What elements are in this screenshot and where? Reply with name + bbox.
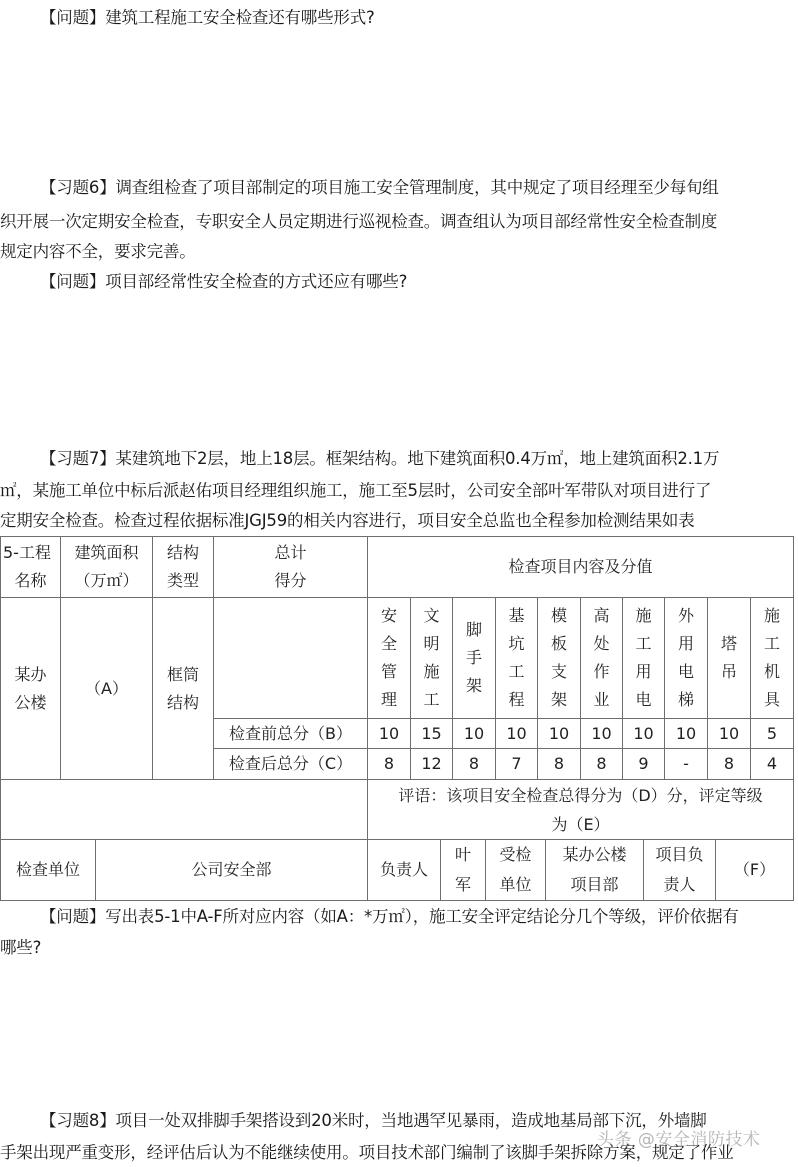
header-structure-type: 结构 类型: [153, 537, 214, 598]
project-leader-value: （F）: [716, 840, 794, 901]
before-score: 10: [368, 719, 411, 749]
inspect-unit-value: 公司安全部: [96, 840, 368, 901]
before-score: 10: [538, 719, 581, 749]
after-score-label: 检查后总分（C）: [214, 749, 368, 780]
header-total-score: 总计 得分: [214, 537, 368, 598]
project-name-value: 某办 公楼: [1, 598, 61, 780]
before-score: 10: [581, 719, 623, 749]
table-header-row: [1, 537, 794, 598]
exercise-7-line-2: ㎡，某施工单位中标后派赵佑项目经理组织施工，施工至5层时，公司安全部叶军带队对项目进行了: [0, 481, 712, 500]
item-safety-management: 安 全 管 理: [368, 598, 411, 719]
watermark: 头条 @安全消防技术: [597, 1130, 761, 1150]
item-construction-electricity: 施 工 用 电: [623, 598, 665, 719]
before-score: 10: [496, 719, 538, 749]
inspected-unit-value: 某办公楼 项目部: [546, 840, 644, 901]
comment-empty-cell: [1, 780, 368, 840]
structure-type-value: 框筒 结构: [153, 598, 214, 780]
leader-label: 负责人: [368, 840, 441, 901]
after-score: 12: [411, 749, 453, 780]
before-score-label: 检查前总分（B）: [214, 719, 368, 749]
before-score: 15: [411, 719, 453, 749]
inspection-score-table: [0, 536, 794, 840]
header-building-area: 建筑面积 （万㎡）: [61, 537, 153, 598]
exercise-8-line-2: 手架出现严重变形，经评估后认为不能继续使用。项目技术部门编制了该脚手架拆除方案，规定了作业: [0, 1143, 734, 1162]
exercise-7-line-1: 【习题7】某建筑地下2层，地上18层。框架结构。地下建筑面积0.4万㎡，地上建筑面积2.1万: [40, 449, 720, 468]
after-score: 9: [623, 749, 665, 780]
exercise-6-line-2: 织开展一次定期安全检查，专职安全人员定期进行巡视检查。调查组认为项目部经常性安全检查制度: [0, 212, 718, 231]
exercise-8-line-1: 【习题8】项目一处双排脚手架搭设到20米时，当地遇罕见暴雨，造成地基局部下沉，外墙脚: [40, 1111, 707, 1130]
before-score: 10: [623, 719, 665, 749]
item-external-elevator: 外 用 电 梯: [665, 598, 708, 719]
inspected-unit-label: 受检 单位: [486, 840, 546, 901]
after-score: 8: [708, 749, 751, 780]
after-score: 8: [581, 749, 623, 780]
item-tower-crane: 塔 吊: [708, 598, 751, 719]
item-formwork-support: 模 板 支 架: [538, 598, 581, 719]
item-scaffolding: 脚 手 架: [453, 598, 496, 719]
exercise-7-question-line-2: 哪些?: [0, 938, 42, 957]
header-project-name: 5-工程 名称: [1, 537, 61, 598]
exercise-6-line-3: 规定内容不全，要求完善。: [0, 242, 196, 261]
building-area-value: （A）: [61, 598, 153, 780]
after-score: 4: [751, 749, 794, 780]
question-5-text: 【问题】建筑工程施工安全检查还有哪些形式?: [40, 8, 375, 27]
signature-row: [1, 840, 794, 901]
table-items-row: [1, 598, 794, 719]
after-score: -: [665, 749, 708, 780]
before-score: 10: [453, 719, 496, 749]
after-score: 8: [538, 749, 581, 780]
leader-value: 叶 军: [441, 840, 486, 901]
item-foundation-pit: 基 坑 工 程: [496, 598, 538, 719]
before-score: 5: [751, 719, 794, 749]
exercise-7-line-3: 定期安全检查。检查过程依据标准JGJ59的相关内容进行，项目安全总监也全程参加检测结果如表: [0, 511, 695, 530]
inspection-signature-table: [0, 839, 794, 901]
before-score: 10: [665, 719, 708, 749]
header-inspection-items: 检查项目内容及分值: [368, 537, 794, 598]
comment-cell: 评语：该项目安全检查总得分为（D）分，评定等级 为（E）: [368, 780, 794, 840]
before-score: 10: [708, 719, 751, 749]
after-score: 8: [368, 749, 411, 780]
exercise-6-line-1: 【习题6】调查组检查了项目部制定的项目施工安全管理制度，其中规定了项目经理至少每旬组: [40, 178, 719, 197]
item-civilized-construction: 文 明 施 工: [411, 598, 453, 719]
exercise-6-question: 【问题】项目部经常性安全检查的方式还应有哪些?: [40, 272, 408, 291]
item-construction-machinery: 施 工 机 具: [751, 598, 794, 719]
empty-cell: [214, 598, 368, 719]
project-leader-label: 项目负 责人: [644, 840, 716, 901]
exercise-7-question-line-1: 【问题】写出表5-1中A-F所对应内容（如A：*万㎡），施工安全评定结论分几个等级，评价依据有: [40, 907, 739, 926]
comment-row: [1, 780, 794, 840]
after-score: 8: [453, 749, 496, 780]
item-work-at-height: 高 处 作 业: [581, 598, 623, 719]
inspect-unit-label: 检查单位: [1, 840, 96, 901]
after-score: 7: [496, 749, 538, 780]
